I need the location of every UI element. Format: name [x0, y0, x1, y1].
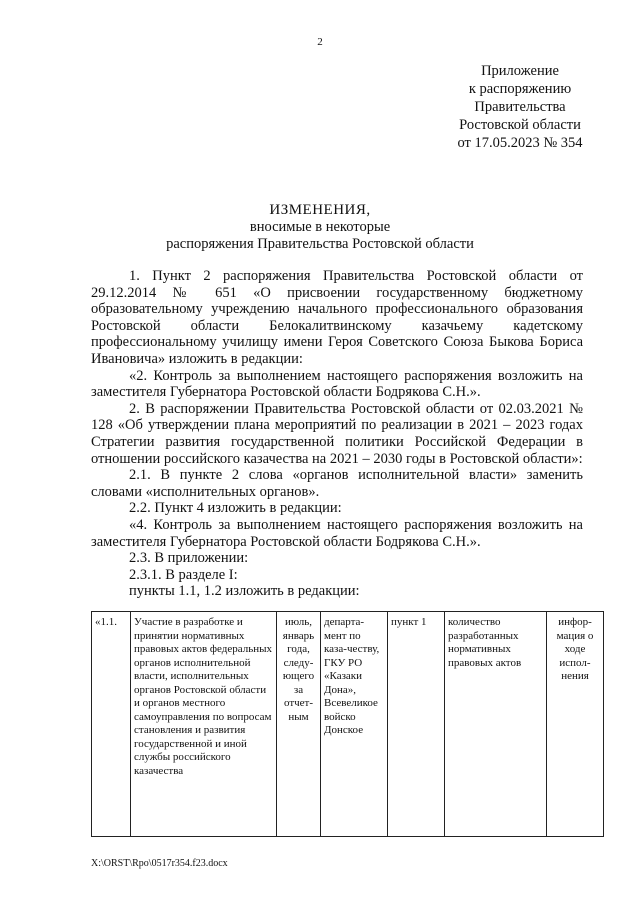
- cell-indicator: количество разработанных нормативных правовых актов: [445, 612, 547, 837]
- appendix-line: от 17.05.2023 № 354: [457, 135, 583, 151]
- appendix-line: Ростовской области: [459, 117, 581, 133]
- appendix-line: Приложение: [481, 63, 559, 79]
- file-path-footer: X:\ORST\Rpo\0517r354.f23.docx: [91, 858, 228, 869]
- page-number: 2: [317, 36, 323, 48]
- paragraph: «2. Контроль за выполнением настоящего распоряжения возложить на заместителя Губернатора Ростовской области Бодрякова С.Н.».: [91, 367, 583, 401]
- paragraph: 2.3.1. В разделе I:: [129, 566, 238, 583]
- cell-period: июль, январь года, следу-ющего за отчет-ным: [277, 612, 321, 837]
- paragraph: 2. В распоряжении Правительства Ростовской области от 02.03.2021 № 128 «Об утверждении плана мероприятий по реализации в 2021 – 2023 годах Стратегии развития государственной политики Российской Федерации в отношении российского казачества на 2021 – 2030 годы в Ростовской области»:: [91, 400, 583, 467]
- title-line: вносимые в некоторые: [249, 219, 391, 235]
- paragraph: пункты 1.1, 1.2 изложить в редакции:: [129, 583, 360, 600]
- appendix-line: к распоряжению: [468, 81, 572, 97]
- paragraph: 2.3. В приложении:: [129, 550, 249, 567]
- document-title: [0, 202, 640, 253]
- appendix-header: [440, 62, 600, 152]
- appendix-line: Правительства: [474, 99, 566, 115]
- paragraph: 1. Пункт 2 распоряжения Правительства Ростовской области от 29.12.2014 № 651 «О присвоении государственному бюджетному образовательному учреждению начального профессионального образования Ростовской области Белокалитвинскому казачьему кадетскому профессиональному училищу имени Героя Советского Союза Быкова Бориса Ивановича» изложить в редакции:: [91, 268, 583, 367]
- cell-result: инфор-мация о ходе испол-нения: [547, 612, 604, 837]
- title-line: распоряжения Правительства Ростовской области: [166, 236, 474, 252]
- table-row: [92, 612, 604, 837]
- document-body: [91, 268, 583, 600]
- paragraph: «4. Контроль за выполнением настоящего распоряжения возложить на заместителя Губернатора Ростовской области Бодрякова С.Н.».: [91, 516, 583, 550]
- cell-executor: департа-мент по каза-честву, ГКУ РО «Казаки Дона», Всевеликое войско Донское: [321, 612, 388, 837]
- paragraph: 2.1. В пункте 2 слова «органов исполнительной власти» заменить словами «исполнительных органов».: [91, 467, 583, 500]
- paragraph: 2.2. Пункт 4 изложить в редакции:: [129, 500, 342, 517]
- cell-action: Участие в разработке и принятии нормативных правовых актов федеральных органов исполнительной власти, исполнительных органов Ростовской области и органов местного самоуправления по вопросам становления и развития государственной и иной службы российского казачества: [131, 612, 277, 837]
- cell-point: пункт 1: [388, 612, 445, 837]
- title-line: ИЗМЕНЕНИЯ,: [269, 202, 371, 218]
- plan-table: [91, 611, 604, 837]
- cell-number: «1.1.: [92, 612, 131, 837]
